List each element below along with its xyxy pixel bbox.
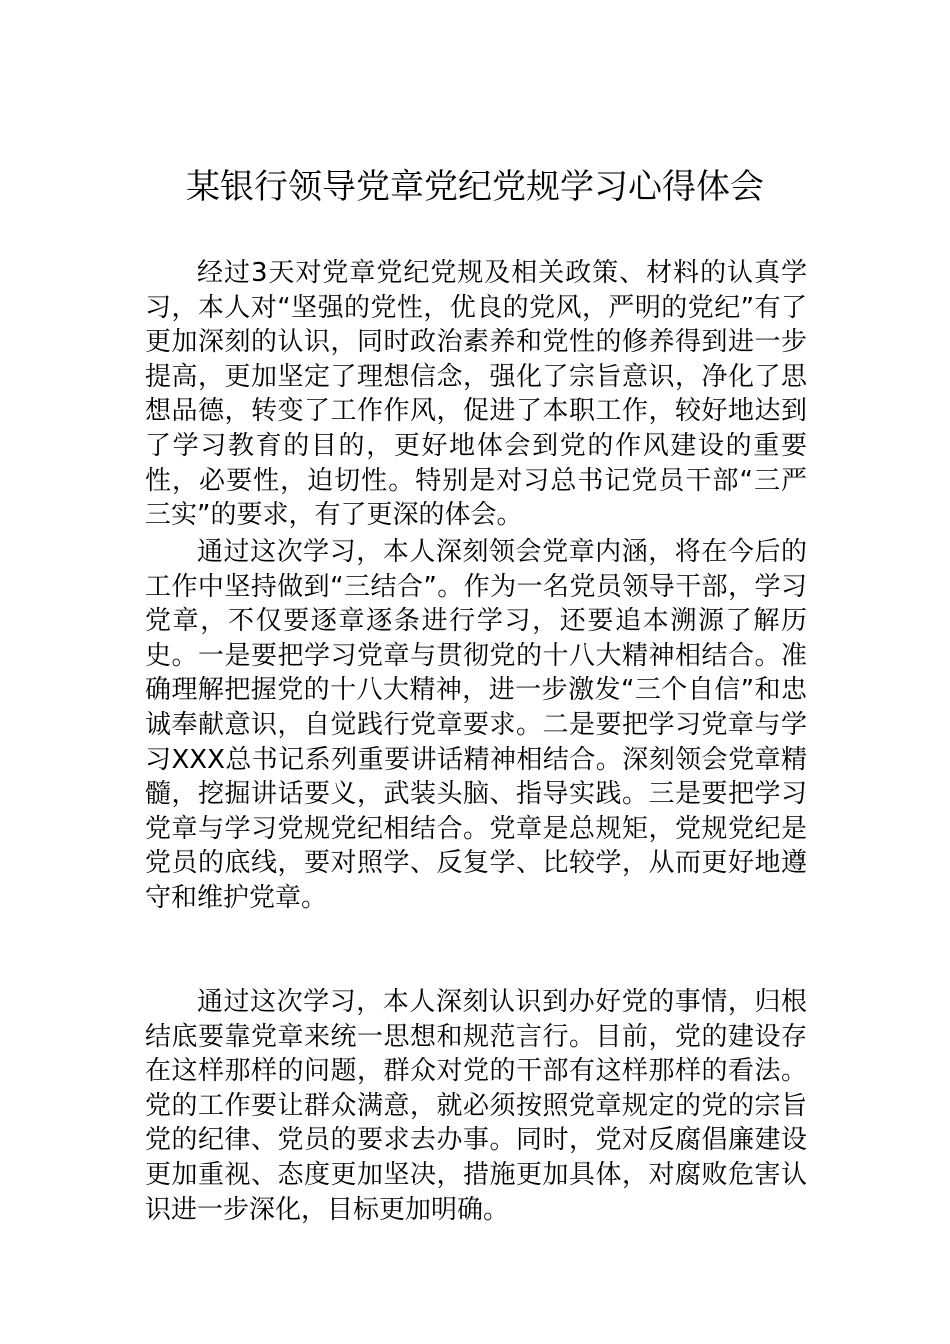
body-paragraph: 通过这次学习，本人深刻认识到办好党的事情，归根结底要靠党章来统一思想和规范言行。目前，党的建设存在这样那样的问题，群众对党的干部有这样那样的看法。党的工作要让群众满意，就必须按照党章规定的党的宗旨党的纪律、党员的要求去办事。同时，党对反腐倡廉建设更加重视、态度更加坚决，措施更加具体，对腐败危害认识进一步深化，目标更加明确。 (145, 987, 807, 1225)
document-title: 某银行领导党章党纪党规学习心得体会 (186, 167, 764, 207)
body-paragraph: 通过这次学习，本人深刻领会党章内涵，将在今后的工作中坚持做到“三结合”。作为一名党员领导干部，学习党章，不仅要逐章逐条进行学习，还要追本溯源了解历史。一是要把学习党章与贯彻党的十八大精神相结合。准确理解把握党的十八大精神，进一步激发“三个自信”和忠诚奉献意识，自觉践行党章要求。二是要把学习党章与学习XXX总书记系列重要讲话精神相结合。深刻领会党章精髓，挖掘讲话要义，武装头脑、指导实践。三是要把学习党章与学习党规党纪相结合。党章是总规矩，党规党纪是党员的底线，要对照学、反复学、比较学，从而更好地遵守和维护党章。 (145, 537, 807, 913)
body-paragraph: 经过3天对党章党纪党规及相关政策、材料的认真学习，本人对“坚强的党性，优良的党风，严明的党纪”有了更加深刻的认识，同时政治素养和党性的修养得到进一步提高，更加坚定了理想信念，强化了宗旨意识，净化了思想品德，转变了工作作风，促进了本职工作，较好地达到了学习教育的目的，更好地体会到党的作风建设的重要性，必要性，迫切性。特别是对习总书记党员干部“三严三实”的要求，有了更深的体会。 (145, 258, 807, 531)
